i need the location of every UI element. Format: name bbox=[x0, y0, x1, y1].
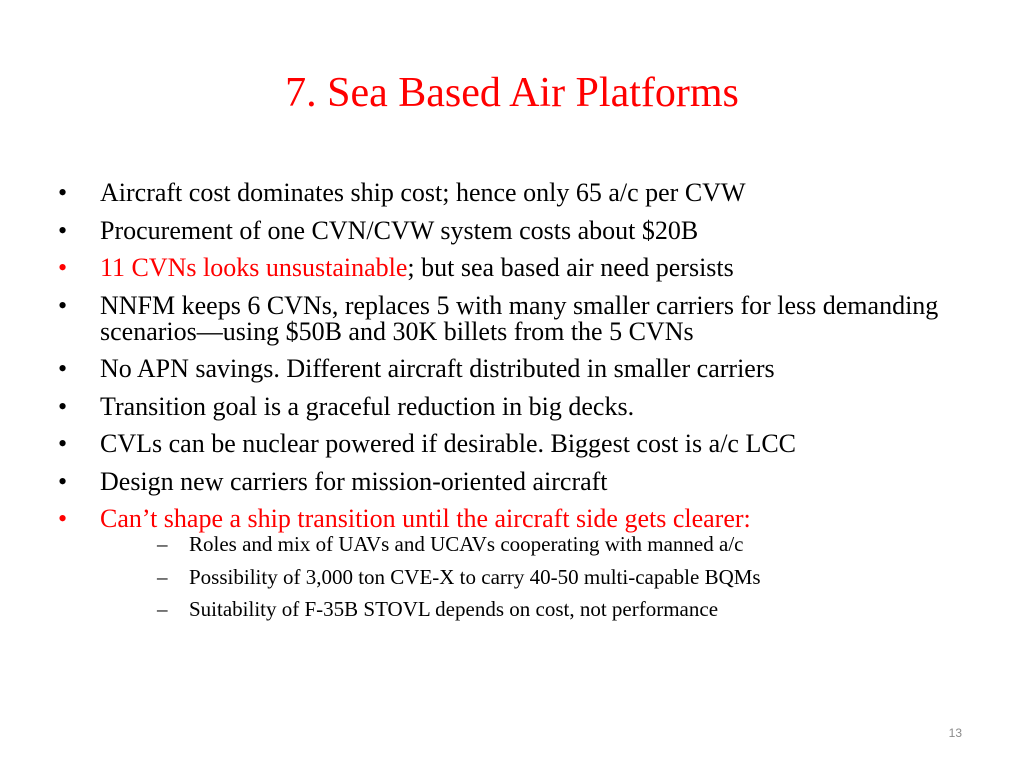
bullet-marker: • bbox=[58, 290, 68, 320]
sub-bullet-marker: – bbox=[157, 532, 168, 556]
bullet-list bbox=[56, 180, 976, 633]
bullet-marker: • bbox=[58, 253, 68, 282]
bullet-item bbox=[56, 391, 976, 421]
bullet-item bbox=[56, 506, 976, 621]
sub-bullet-item bbox=[100, 532, 976, 556]
bullet-item bbox=[56, 356, 976, 382]
sub-bullet-text: Roles and mix of UAVs and UCAVs cooperating with manned a/c bbox=[189, 532, 744, 556]
bullet-text: CVLs can be nuclear powered if desirable. Biggest cost is a/c LCC bbox=[100, 429, 797, 458]
bullet-item bbox=[56, 215, 976, 245]
slide-title: 7. Sea Based Air Platforms bbox=[285, 70, 739, 116]
bullet-item bbox=[56, 255, 976, 281]
bullet-item bbox=[56, 431, 976, 457]
bullet-text: Design new carriers for mission-oriented aircraft bbox=[100, 466, 608, 496]
bullet-text: Transition goal is a graceful reduction in big decks. bbox=[100, 391, 635, 421]
bullet-item bbox=[56, 180, 976, 206]
bullet-text: NNFM keeps 6 CVNs, replaces 5 with many smaller carriers for less demanding scenarios—using $50B and 30K billets from the 5 CVNs bbox=[100, 290, 939, 346]
sub-bullet-item bbox=[100, 597, 976, 621]
sub-bullet-item bbox=[100, 565, 976, 589]
sub-bullet-text: Suitability of F-35B STOVL depends on cost, not performance bbox=[189, 597, 719, 621]
bullet-text: ; but sea based air need persists bbox=[407, 253, 734, 282]
bullet-item bbox=[56, 290, 976, 346]
sub-bullet-marker: – bbox=[157, 597, 168, 621]
sub-bullet-marker: – bbox=[157, 564, 168, 589]
sub-bullet-text: Possibility of 3,000 ton CVE-X to carry 40-50 multi-capable BQMs bbox=[189, 564, 761, 589]
bullet-text-highlight: 11 CVNs looks unsustainable bbox=[100, 253, 408, 282]
bullet-marker: • bbox=[58, 354, 68, 383]
bullet-marker: • bbox=[58, 466, 68, 496]
bullet-item bbox=[56, 466, 976, 496]
bullet-text: Can’t shape a ship transition until the aircraft side gets clearer: bbox=[100, 504, 751, 533]
sub-bullet-list bbox=[100, 532, 976, 621]
bullet-text: No APN savings. Different aircraft distributed in smaller carriers bbox=[100, 354, 775, 383]
bullet-marker: • bbox=[58, 504, 68, 533]
bullet-marker: • bbox=[58, 215, 68, 245]
bullet-marker: • bbox=[58, 178, 68, 207]
slide-number: 13 bbox=[948, 726, 962, 740]
bullet-text: Aircraft cost dominates ship cost; hence only 65 a/c per CVW bbox=[100, 178, 746, 207]
bullet-marker: • bbox=[58, 391, 68, 421]
bullet-text: Procurement of one CVN/CVW system costs about $20B bbox=[100, 215, 699, 245]
bullet-marker: • bbox=[58, 429, 68, 458]
